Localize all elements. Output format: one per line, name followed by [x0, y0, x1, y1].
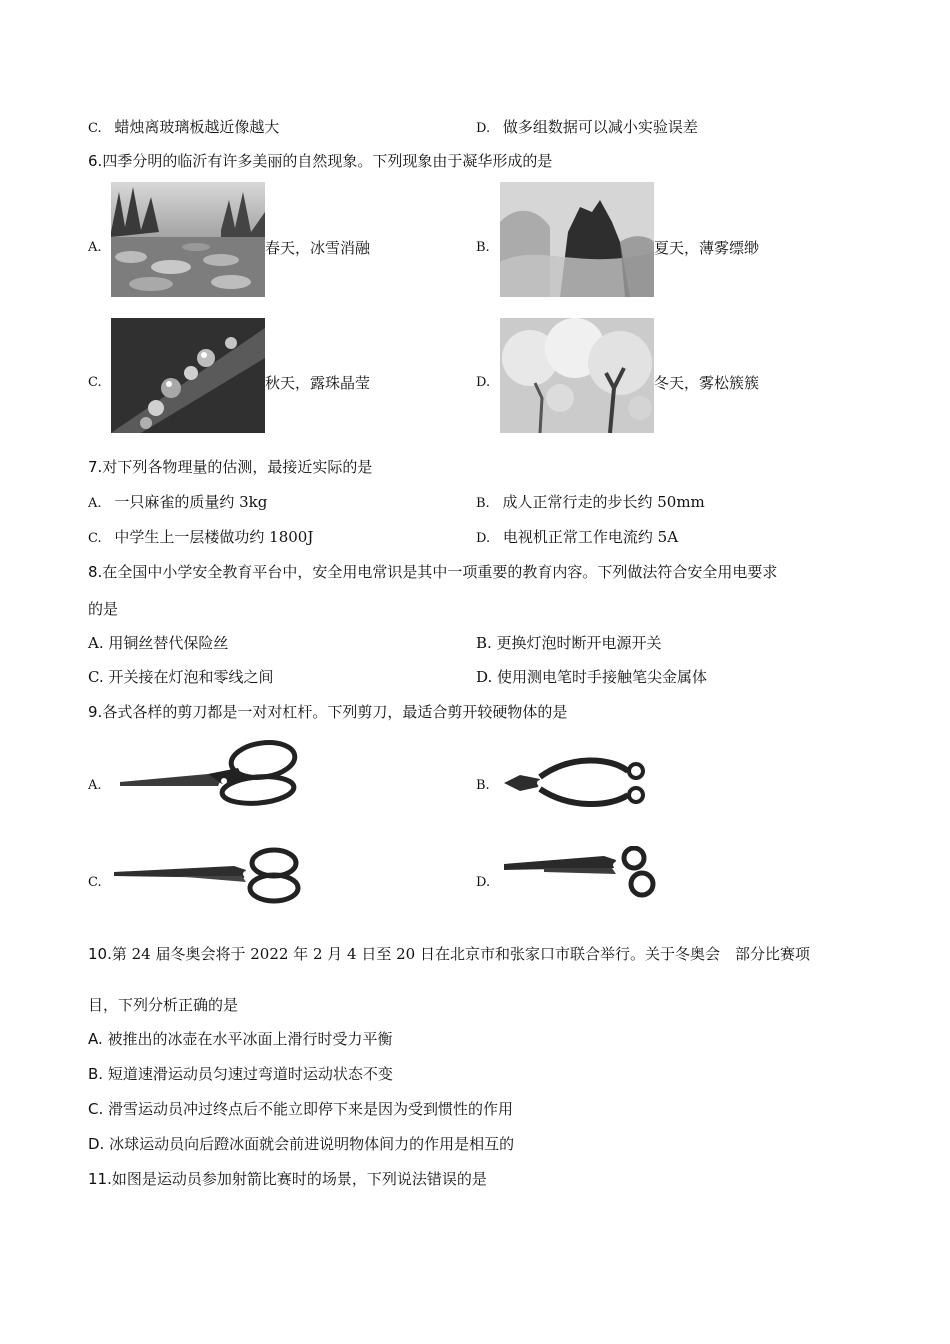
q9-option-d-letter: D. — [476, 875, 491, 890]
q6-photo-b-mist — [500, 182, 654, 297]
q9-option-a-letter: A. — [88, 778, 102, 793]
q6-photo-a-melting-snow — [111, 182, 265, 297]
q6-option-b-text: 夏天，薄雾缥缈 — [654, 239, 760, 257]
q10-option-a-text: 被推出的冰壶在水平冰面上滑行时受力平衡 — [107, 1030, 393, 1048]
q11-stem-text: 如图是运动员参加射箭比赛时的场景，下列说法错误的是 — [111, 1170, 487, 1188]
q10-option-c-letter: C. — [88, 1100, 104, 1118]
q6-photo-d-rime-trees — [500, 318, 654, 433]
q6-option-b-letter: B. — [476, 240, 490, 255]
q6-option-d-text: 冬天，雾松簇簇 — [654, 374, 760, 392]
q7-stem-text: 对下列各物理量的估测，最接近实际的是 — [102, 458, 373, 476]
q9-stem — [88, 702, 567, 722]
q7-option-d-letter: D. — [476, 531, 491, 546]
q5-option-c-letter: C. — [88, 121, 102, 136]
q10-stem — [88, 944, 810, 964]
q6-option-a-text: 春天，冰雪消融 — [265, 239, 371, 257]
q9-stem-text: 各式各样的剪刀都是一对对杠杆。下列剪刀，最适合剪开较硬物体的是 — [102, 703, 568, 721]
q7-option-d-text: 电视机正常工作电流约 5A — [502, 528, 679, 546]
q9-scissors-b-image — [500, 753, 650, 813]
q7-number: 7. — [88, 458, 103, 476]
q7-option-c-text: 中学生上一层楼做功约 1800J — [114, 528, 314, 546]
q10-stem-line1: 第 24 届冬奥会将于 2022 年 2 月 4 日至 20 日在北京市和张家口市联合举行。关于冬奥会 部分比赛项 — [111, 945, 810, 963]
q9-number: 9. — [88, 703, 103, 721]
q5-option-c — [88, 117, 279, 139]
q8-option-d: D. 使用测电笔时手接触笔尖金属体 — [476, 668, 708, 686]
q6-option-d-letter: D. — [476, 375, 491, 390]
q5-option-d-text: 做多组数据可以减小实验误差 — [502, 118, 698, 136]
q10-option-b-text: 短道速滑运动员匀速过弯道时运动状态不变 — [107, 1065, 393, 1083]
q10-option-d — [88, 1134, 514, 1154]
q6-option-c-text: 秋天，露珠晶莹 — [265, 374, 371, 392]
q9-scissors-c-image — [114, 846, 304, 906]
q7-option-b-letter: B. — [476, 496, 490, 511]
q6-number: 6. — [88, 152, 103, 170]
q10-option-b-letter: B. — [88, 1065, 104, 1083]
q8-option-a: A. 用铜丝替代保险丝 — [88, 634, 229, 652]
q10-number: 10. — [88, 945, 112, 963]
q10-option-c-text: 滑雪运动员冲过终点后不能立即停下来是因为受到惯性的作用 — [108, 1100, 514, 1118]
q7-option-a — [88, 492, 267, 514]
q7-option-b — [476, 492, 705, 514]
q6-stem-text: 四季分明的临沂有许多美丽的自然现象。下列现象由于凝华形成的是 — [102, 152, 553, 170]
q5-option-c-text: 蜡烛离玻璃板越近像越大 — [114, 118, 280, 136]
q11-number: 11. — [88, 1170, 112, 1188]
q7-option-c — [88, 527, 313, 549]
q5-option-d-letter: D. — [476, 121, 491, 136]
q8-stem-line1: 在全国中小学安全教育平台中，安全用电常识是其中一项重要的教育内容。下列做法符合安全用电要求 — [102, 563, 778, 581]
q9-scissors-a-image — [118, 738, 303, 808]
q6-stem — [88, 151, 552, 171]
q10-option-d-letter: D. — [88, 1135, 105, 1153]
q8-option-b: B. 更换灯泡时断开电源开关 — [476, 634, 662, 652]
q7-option-a-text: 一只麻雀的质量约 3kg — [114, 493, 268, 511]
q10-option-d-text: 冰球运动员向后蹬冰面就会前进说明物体间力的作用是相互的 — [109, 1135, 515, 1153]
q11-stem — [88, 1169, 487, 1189]
q8-option-c: C. 开关接在灯泡和零线之间 — [88, 668, 274, 686]
q7-option-d — [476, 527, 678, 549]
q10-option-b — [88, 1064, 393, 1084]
q9-option-c-letter: C. — [88, 875, 102, 890]
q9-option-b-letter: B. — [476, 778, 490, 793]
q6-photo-c-dewdrops — [111, 318, 265, 433]
q8-number: 8. — [88, 563, 103, 581]
q7-stem — [88, 457, 372, 477]
q9-scissors-d-image — [504, 846, 659, 901]
q6-option-c-letter: C. — [88, 375, 102, 390]
q10-option-c — [88, 1099, 513, 1119]
q10-option-a-letter: A. — [88, 1030, 103, 1048]
q7-option-c-letter: C. — [88, 531, 102, 546]
q10-stem-line2: 目，下列分析正确的是 — [88, 996, 239, 1014]
q7-option-b-text: 成人正常行走的步长约 50mm — [502, 493, 705, 511]
q8-stem — [88, 562, 777, 582]
q10-option-a — [88, 1029, 393, 1049]
q8-stem-line2: 的是 — [88, 600, 119, 618]
q7-option-a-letter: A. — [88, 496, 102, 511]
q6-option-a-letter: A. — [88, 240, 102, 255]
q5-option-d — [476, 117, 698, 139]
